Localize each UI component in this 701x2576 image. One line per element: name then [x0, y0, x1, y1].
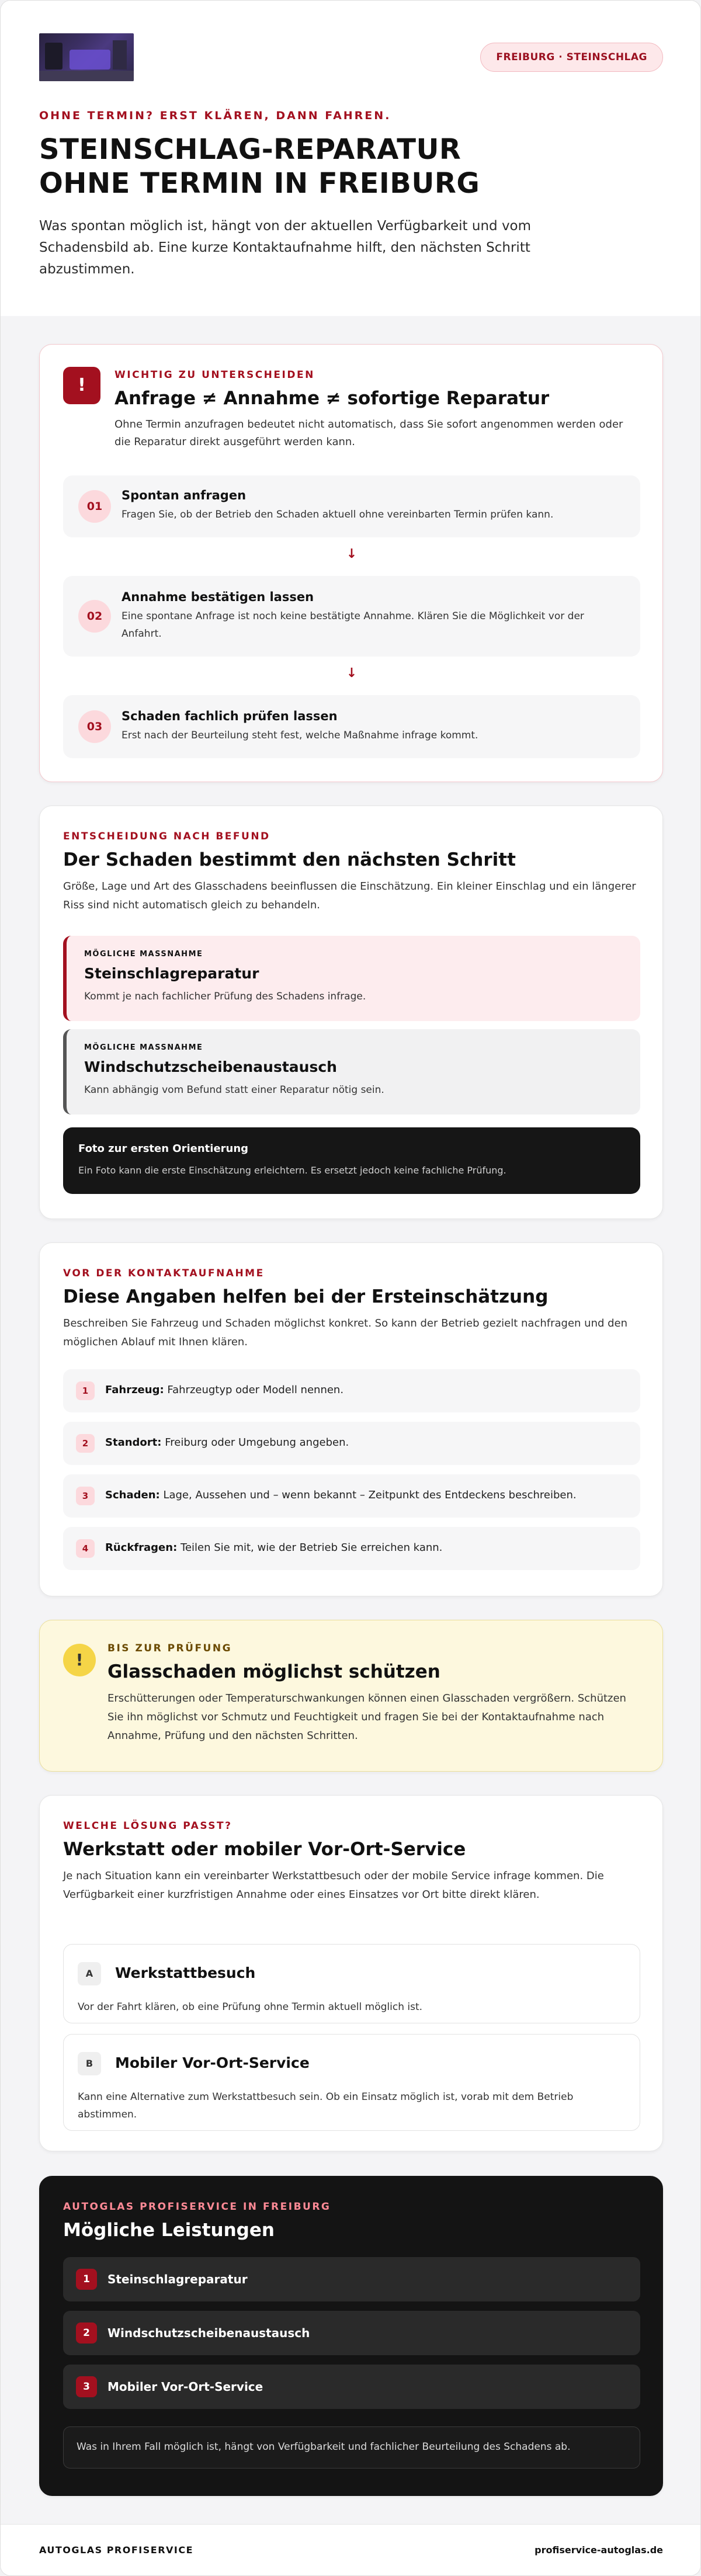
distinguish-card: [39, 344, 663, 782]
measure-card-replacement: [63, 1029, 640, 1115]
contact-title: Diese Angaben helfen bei der Ersteinschätzung: [63, 1286, 549, 1307]
arrow-down-icon: ↓: [346, 666, 358, 681]
checklist-number: 1: [76, 1381, 95, 1400]
step-description: Erst nach der Beurteilung steht fest, welche Maßnahme infrage kommt.: [122, 730, 478, 741]
step-item: [63, 475, 640, 537]
step-title: Spontan anfragen: [122, 488, 247, 502]
checklist-item: [63, 1369, 640, 1412]
checklist-item: [63, 1422, 640, 1465]
step-item: [63, 576, 640, 657]
solution-text: Je nach Situation kann ein vereinbarter Werkstattbesuch oder der mobile Service infrage kommen. Die Verfügbarkeit einer kurzfristigen Annahme oder eines Einsatzes vor Ort bitte direkt klären.: [63, 1870, 604, 1901]
distinguish-title: Anfrage ≠ Annahme ≠ sofortige Reparatur: [114, 388, 550, 409]
option-badge: B: [78, 2052, 101, 2075]
option-description: Kann eine Alternative zum Werkstattbesuch sein. Ob ein Einsatz möglich ist, vorab mit dem Betrieb abstimmen.: [78, 2091, 574, 2120]
services-title: Mögliche Leistungen: [63, 2220, 275, 2241]
option-description: Vor der Fahrt klären, ob eine Prüfung ohne Termin aktuell möglich ist.: [78, 2001, 423, 2013]
decision-title: Der Schaden bestimmt den nächsten Schritt: [63, 849, 516, 870]
location-badge: FREIBURG · STEINSCHLAG: [480, 43, 663, 72]
protect-warning-card: [39, 1620, 663, 1772]
step-number: 02: [78, 600, 111, 633]
services-note: [63, 2426, 640, 2469]
warning-icon: !: [63, 1644, 96, 1676]
decision-kicker: ENTSCHEIDUNG NACH BEFUND: [63, 831, 270, 842]
measure-kicker: MÖGLICHE MASSNAHME: [84, 1043, 203, 1052]
checklist-text: Rückfragen: Teilen Sie mit, wie der Betrieb Sie erreichen kann.: [105, 1542, 443, 1554]
checklist-item: [63, 1474, 640, 1518]
checklist-number: 4: [76, 1539, 95, 1558]
photo-box-title: Foto zur ersten Orientierung: [78, 1143, 249, 1155]
checklist-text: Standort: Freiburg oder Umgebung angeben.: [105, 1436, 349, 1449]
brand-logo-image[interactable]: [39, 33, 134, 81]
services-card: [39, 2176, 663, 2496]
hero-section: [1, 1, 701, 316]
option-workshop-visit: [63, 1944, 640, 2023]
protect-text: Erschütterungen oder Temperaturschwankungen können einen Glasschaden vergrößern. Schützen Sie ihn möglichst vor Schmutz und Feuchtigkeit und fragen Sie bei der Kontaktaufnahme nach Annahme, Prüfung und den nächsten Schritten.: [107, 1692, 626, 1742]
checklist-item: [63, 1527, 640, 1570]
checklist-text: Fahrzeug: Fahrzeugtyp oder Modell nennen.: [105, 1384, 344, 1396]
contact-text: Beschreiben Sie Fahrzeug und Schaden möglichst konkret. So kann der Betrieb gezielt nachfragen und den möglichen Ablauf mit Ihnen klären.: [63, 1317, 628, 1348]
service-number: 2: [76, 2322, 97, 2344]
contact-kicker: VOR DER KONTAKTAUFNAHME: [63, 1268, 265, 1279]
solution-title: Werkstatt oder mobiler Vor-Ort-Service: [63, 1839, 466, 1860]
measure-kicker: MÖGLICHE MASSNAHME: [84, 950, 203, 959]
step-number: 01: [78, 490, 111, 523]
distinguish-text: Ohne Termin anzufragen bedeutet nicht automatisch, dass Sie sofort angenommen werden oder die Reparatur direkt ausgeführt werden kann.: [114, 418, 623, 448]
service-item: [63, 2257, 640, 2301]
page-title-line-2: OHNE TERMIN IN FREIBURG: [39, 167, 480, 200]
protect-kicker: BIS ZUR PRÜFUNG: [107, 1643, 232, 1654]
hero-lead-text: Was spontan möglich ist, hängt von der aktuellen Verfügbarkeit und vom Schadensbild ab. Eine kurze Kontaktaufnahme hilft, den nächsten Schritt abzustimmen.: [39, 218, 532, 277]
measure-description: Kommt je nach fachlicher Prüfung des Schadens infrage.: [84, 991, 366, 1002]
measure-description: Kann abhängig vom Befund statt einer Reparatur nötig sein.: [84, 1084, 384, 1096]
step-title: Schaden fachlich prüfen lassen: [122, 709, 338, 723]
alert-icon: !: [63, 367, 100, 404]
service-number: 1: [76, 2269, 97, 2290]
service-number: 3: [76, 2376, 97, 2397]
checklist-number: 3: [76, 1487, 95, 1505]
photo-orientation-box: [63, 1127, 640, 1194]
service-label: Windschutzscheibenaustausch: [107, 2326, 310, 2340]
hero-kicker: OHNE TERMIN? ERST KLÄREN, DANN FAHREN.: [39, 109, 391, 122]
step-number: 03: [78, 710, 111, 743]
solution-kicker: WELCHE LÖSUNG PASST?: [63, 1820, 232, 1832]
step-description: Eine spontane Anfrage ist noch keine bestätigte Annahme. Klären Sie die Möglichkeit vor der Anfahrt.: [122, 610, 584, 640]
services-note-text: Was in Ihrem Fall möglich ist, hängt von Verfügbarkeit und fachlicher Beurteilung des Schadens ab.: [77, 2441, 571, 2453]
footer-brand: AUTOGLAS PROFISERVICE: [39, 2544, 194, 2556]
step-description: Fragen Sie, ob der Betrieb den Schaden aktuell ohne vereinbarten Termin prüfen kann.: [122, 509, 554, 520]
measure-title: Steinschlagreparatur: [84, 965, 259, 982]
checklist-text: Schaden: Lage, Aussehen und – wenn bekannt – Zeitpunkt des Entdeckens beschreiben.: [105, 1489, 577, 1501]
step-item: [63, 695, 640, 758]
contact-checklist-card: [39, 1242, 663, 1596]
option-title: Werkstattbesuch: [115, 1964, 256, 1981]
option-badge: A: [78, 1962, 101, 1985]
solution-card: [39, 1795, 663, 2151]
service-label: Mobiler Vor-Ort-Service: [107, 2380, 263, 2394]
services-kicker: AUTOGLAS PROFISERVICE IN FREIBURG: [63, 2201, 331, 2213]
measure-title: Windschutzscheibenaustausch: [84, 1058, 337, 1075]
protect-title: Glasschaden möglichst schützen: [107, 1661, 440, 1682]
option-mobile-service: [63, 2034, 640, 2131]
photo-box-description: Ein Foto kann die erste Einschätzung erleichtern. Es ersetzt jedoch keine fachliche Prüfung.: [78, 1165, 506, 1176]
step-title: Annahme bestätigen lassen: [122, 590, 314, 604]
arrow-down-icon: ↓: [346, 547, 358, 561]
page-title: [39, 133, 565, 200]
service-label: Steinschlagreparatur: [107, 2272, 248, 2286]
service-item: [63, 2365, 640, 2409]
page-title-line-1: STEINSCHLAG-REPARATUR: [39, 133, 461, 166]
footer-domain-link[interactable]: profiservice-autoglas.de: [535, 2544, 663, 2556]
option-title: Mobiler Vor-Ort-Service: [115, 2054, 310, 2071]
decision-text: Größe, Lage und Art des Glasschadens beeinflussen die Einschätzung. Ein kleiner Einschlag und ein längerer Riss sind nicht automatisch gleich zu behandeln.: [63, 880, 636, 911]
page-footer: [1, 2524, 701, 2576]
service-item: [63, 2311, 640, 2355]
measure-card-repair: [63, 936, 640, 1021]
checklist-number: 2: [76, 1434, 95, 1453]
decision-card: [39, 806, 663, 1219]
distinguish-kicker: WICHTIG ZU UNTERSCHEIDEN: [114, 369, 315, 381]
